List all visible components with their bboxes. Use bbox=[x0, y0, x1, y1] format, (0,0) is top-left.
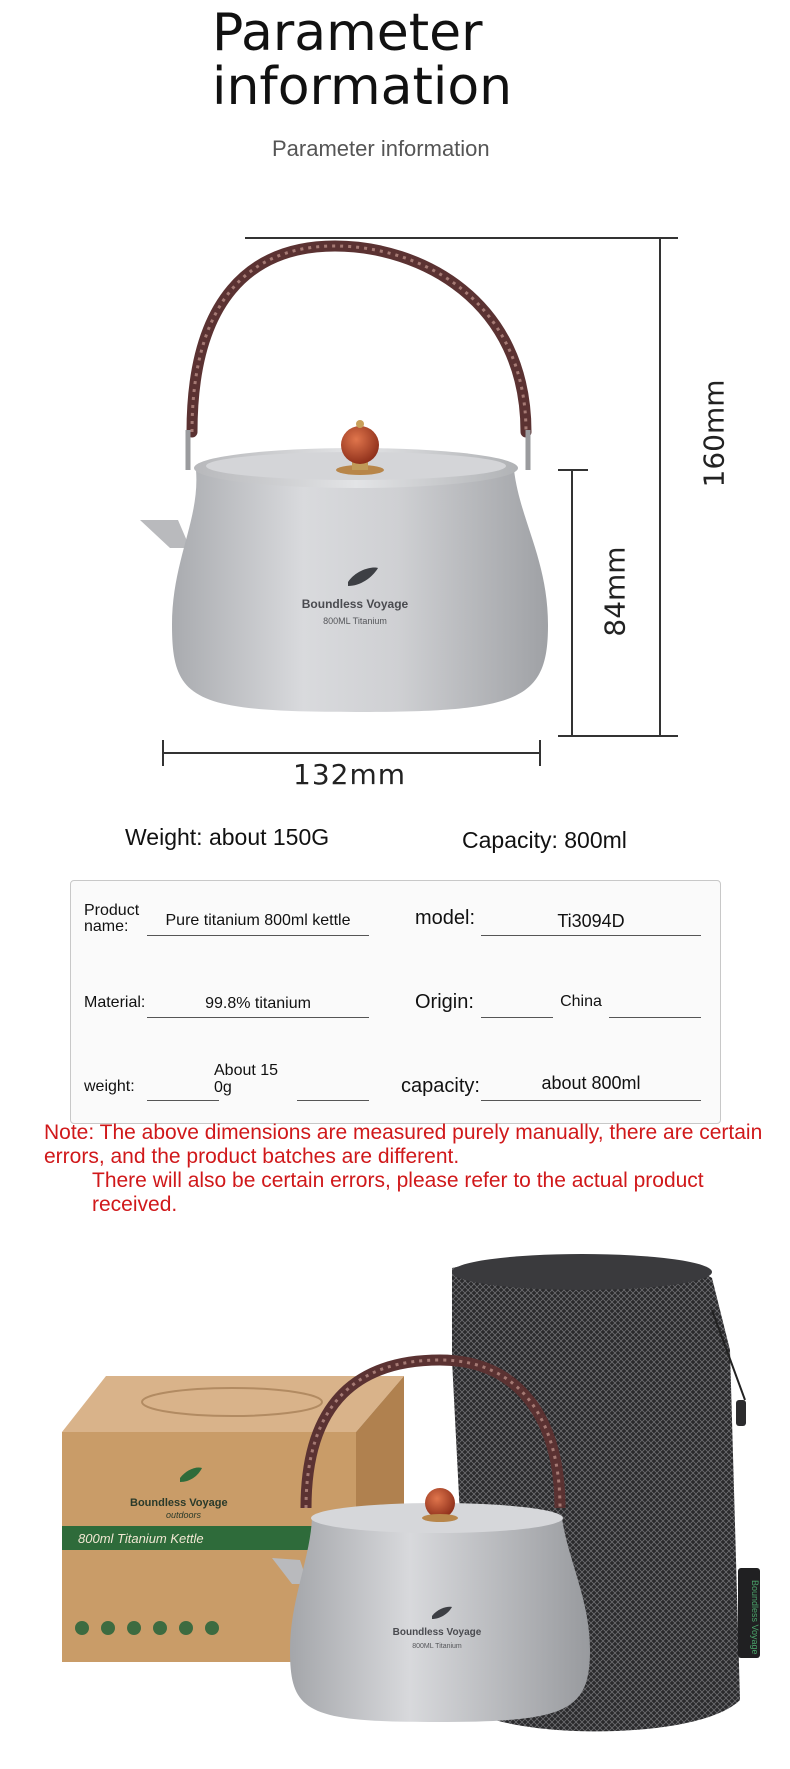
kettle-model-text: 800ML Titanium bbox=[323, 616, 387, 626]
divider bbox=[147, 1017, 369, 1018]
divider bbox=[481, 1100, 701, 1101]
product-name-label bbox=[84, 903, 139, 935]
kettle-photo-model: 800ML Titanium bbox=[412, 1643, 462, 1650]
spec-capacity: Capacity: 800ml bbox=[462, 827, 627, 853]
dimension-diagram bbox=[0, 200, 790, 800]
parameter-table bbox=[70, 880, 721, 1124]
capacity-label: capacity: bbox=[401, 1075, 480, 1097]
page-title-line-2: information bbox=[212, 57, 513, 117]
material-label: Material: bbox=[84, 994, 146, 1011]
divider bbox=[297, 1100, 369, 1101]
box-product-text: 800ml Titanium Kettle bbox=[78, 1531, 204, 1546]
kettle-photo-brand: Boundless Voyage bbox=[392, 1627, 482, 1638]
divider bbox=[481, 1017, 553, 1018]
disclaimer-note bbox=[44, 1121, 764, 1217]
dimension-width: 132mm bbox=[293, 758, 406, 791]
bag-brand-text: Boundless Voyage bbox=[750, 1580, 760, 1655]
divider bbox=[147, 935, 369, 936]
spec-weight: Weight: about 150G bbox=[125, 824, 330, 850]
divider bbox=[609, 1017, 701, 1018]
material-value: 99.8% titanium bbox=[205, 995, 311, 1012]
product-name-label-line-2: name: bbox=[84, 918, 129, 935]
note-line-1: Note: The above dimensions are measured purely manually, there are certain errors, and the product batches are different. bbox=[44, 1121, 763, 1168]
model-label: model: bbox=[415, 907, 476, 929]
kettle-brand-text: Boundless Voyage bbox=[301, 597, 409, 611]
note-line-2: There will also be certain errors, please refer to the actual product received. bbox=[92, 1169, 704, 1216]
divider bbox=[147, 1100, 219, 1101]
product-name-label-line-1: Product bbox=[84, 902, 140, 919]
box-brand-text: Boundless Voyage bbox=[130, 1497, 228, 1509]
product-photo bbox=[0, 1240, 790, 1769]
product-name-value: Pure titanium 800ml kettle bbox=[165, 912, 351, 929]
dimension-height-total: 160mm bbox=[697, 379, 731, 488]
origin-label: Origin: bbox=[415, 991, 474, 1013]
origin-value: China bbox=[560, 993, 602, 1010]
divider bbox=[481, 935, 701, 936]
capacity-value: about 800ml bbox=[541, 1073, 641, 1093]
kettle-body bbox=[172, 470, 548, 712]
dimension-height-body: 84mm bbox=[598, 546, 632, 637]
weight-label: weight: bbox=[84, 1078, 135, 1095]
page-subtitle: Parameter information bbox=[272, 136, 490, 161]
kettle-spout bbox=[140, 520, 190, 548]
weight-value-line-1: About 15 bbox=[214, 1062, 279, 1079]
box-sub-text: outdoors bbox=[166, 1510, 202, 1520]
model-value: Ti3094D bbox=[557, 911, 625, 931]
page-title bbox=[212, 3, 513, 117]
weight-value bbox=[214, 1062, 278, 1096]
page-title-line-1: Parameter bbox=[212, 3, 483, 63]
weight-value-line-2: 0g bbox=[214, 1079, 232, 1096]
lid-knob bbox=[336, 420, 384, 475]
